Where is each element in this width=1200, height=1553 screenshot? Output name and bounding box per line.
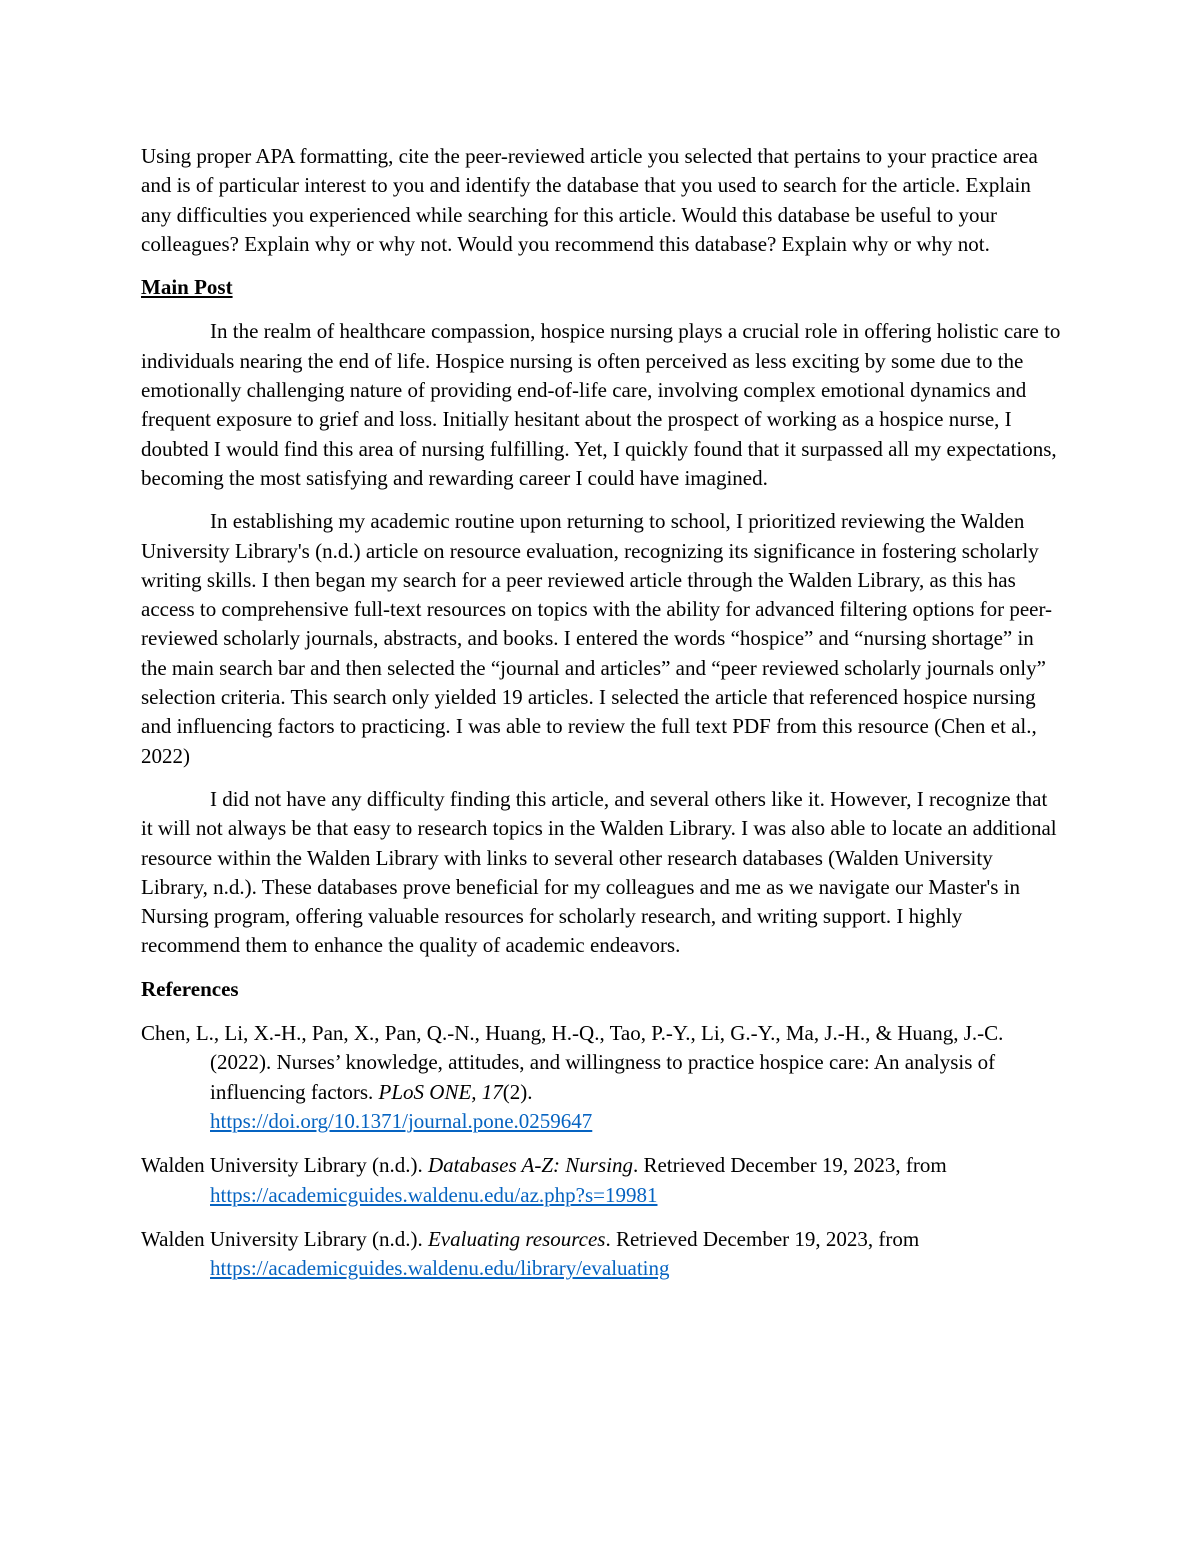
references-heading: References — [141, 976, 239, 1001]
reference-text: Chen, L., Li, X.-H., Pan, X., Pan, Q.-N., Huang, H.-Q., Tao, P.-Y., Li, G.-Y., Ma, J.-H., & Huang, J.-C. (2022). Nurses’ knowledge, attitudes, and willingness to practice hospice care: An analysis of influencing factors. — [141, 1021, 1004, 1104]
reference-item-chen — [141, 1019, 1063, 1136]
reference-retrieved: . Retrieved December 19, 2023, from — [632, 1153, 947, 1178]
reference-databases-link[interactable]: https://academicguides.waldenu.edu/az.php?s=19981 — [210, 1182, 658, 1207]
reference-evaluating-link[interactable]: https://academicguides.waldenu.edu/library/evaluating — [210, 1256, 670, 1281]
reference-item-databases — [141, 1151, 1063, 1210]
reference-text: Walden University Library (n.d.). — [141, 1153, 428, 1178]
reference-title: Evaluating resources — [427, 1226, 606, 1251]
main-post-heading: Main Post — [141, 275, 233, 300]
reference-journal: PLoS ONE, 17 — [378, 1079, 503, 1104]
reference-title: Databases A-Z: Nursing — [427, 1153, 633, 1178]
assignment-prompt: Using proper APA formatting, cite the peer-reviewed article you selected that pertains to your practice area and is of particular interest to you and identify the database that you used to search for the article. Explain any difficulties you experienced while searching for this article. Would this database be useful to your colleagues? Explain why or why not. Would you recommend this database? Explain why or why not. — [141, 144, 1038, 256]
reference-retrieved: . Retrieved December 19, 2023, from — [605, 1226, 920, 1251]
reference-item-evaluating — [141, 1225, 1063, 1284]
main-post-paragraph-1: In the realm of healthcare compassion, hospice nursing plays a crucial role in offering holistic care to individuals nearing the end of life. Hospice nursing is often perceived as less exciting by some due to the emotionally challenging nature of providing end-of-life care, involving complex emotional dynamics and frequent exposure to grief and loss. Initially hesitant about the prospect of working as a hospice nurse, I doubted I would find this area of nursing fulfilling. Yet, I quickly found that it surpassed all my expectations, becoming the most satisfying and rewarding career I could have imagined. — [141, 319, 1061, 490]
reference-issue: (2). — [502, 1079, 533, 1104]
reference-doi-link[interactable]: https://doi.org/10.1371/journal.pone.0259647 — [210, 1108, 593, 1133]
main-post-paragraph-2: In establishing my academic routine upon returning to school, I prioritized reviewing the Walden University Library's (n.d.) article on resource evaluation, recognizing its significance in fostering scholarly writing skills. I then began my search for a peer reviewed article through the Walden Library, as this has access to comprehensive full-text resources on topics with the ability for advanced filtering options for peer-reviewed scholarly journals, abstracts, and books. I entered the words “hospice” and “nursing shortage” in the main search bar and then selected the “journal and articles” and “peer reviewed scholarly journals only” selection criteria. This search only yielded 19 articles. I selected the article that referenced hospice nursing and influencing factors to practicing. I was able to review the full text PDF from this resource (Chen et al., 2022) — [141, 509, 1053, 768]
main-post-paragraph-3: I did not have any difficulty finding this article, and several others like it. However, I recognize that it will not always be that easy to research topics in the Walden Library. I was also able to locate an additional resource within the Walden Library with links to several other research databases (Walden University Library, n.d.). These databases prove beneficial for my colleagues and me as we navigate our Master's in Nursing program, offering valuable resources for scholarly research, and writing support. I highly recommend them to enhance the quality of academic endeavors. — [141, 786, 1057, 958]
document-page — [141, 142, 1063, 1298]
reference-text: Walden University Library (n.d.). — [141, 1226, 428, 1251]
